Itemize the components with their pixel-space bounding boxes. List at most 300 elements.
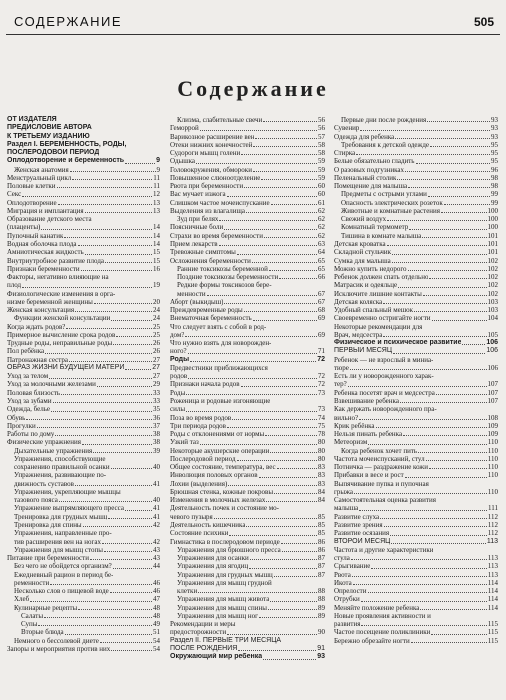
toc-entry-page: 85	[318, 521, 325, 529]
toc-entry-title: ОТ ИЗДАТЕЛЯ	[7, 116, 57, 123]
toc-entry-title: Женская анатомия	[14, 165, 69, 174]
toc-entry-title: Требования к детской одежде	[341, 140, 430, 149]
toc-entry	[170, 628, 325, 636]
toc-entry-title: Патронажная сестра	[7, 355, 68, 364]
toc-entry	[7, 273, 160, 281]
toc-entry	[334, 248, 498, 256]
toc-entry-title: грыжа	[334, 487, 354, 496]
toc-entry	[7, 339, 160, 347]
toc-entry-title: Послеродовой период	[170, 454, 236, 463]
toc-dot-leader	[423, 295, 487, 296]
toc-dot-leader	[397, 179, 490, 180]
toc-dot-leader	[85, 212, 152, 213]
toc-entry	[334, 199, 498, 207]
toc-entry-page: 101	[487, 231, 498, 240]
toc-dot-leader	[75, 311, 152, 312]
toc-entry	[7, 628, 160, 636]
toc-dot-leader	[26, 419, 152, 420]
toc-entry-page: 41	[153, 512, 160, 521]
toc-entry	[7, 471, 160, 479]
toc-entry	[170, 265, 325, 273]
toc-entry	[170, 207, 325, 215]
toc-entry	[334, 538, 498, 546]
toc-entry-title: К ТРЕТЬЕМУ ИЗДАНИЮ	[7, 132, 90, 140]
toc-entry-title: Дыхательные упражнения	[14, 446, 93, 455]
toc-dot-leader	[387, 220, 486, 221]
toc-entry	[334, 232, 498, 240]
toc-entry-title: Физиологические изменения в орга-	[7, 289, 116, 298]
toc-dot-leader	[111, 468, 152, 469]
toc-entry-page: 114	[487, 587, 498, 596]
toc-entry-title: предосторожности	[170, 628, 227, 637]
toc-entry-page: 98	[491, 182, 498, 191]
toc-entry	[334, 174, 498, 182]
toc-entry-title: тив расширения вен на ногах	[14, 537, 101, 546]
toc-entry-page: 38	[153, 438, 160, 447]
toc-entry	[334, 620, 498, 628]
toc-entry-page: 83	[318, 463, 325, 472]
toc-dot-leader	[75, 485, 152, 486]
toc-dot-leader	[57, 187, 153, 188]
toc-entry-title: Деятельность почек и состояние мо-	[170, 504, 279, 513]
toc-entry-page: 100	[487, 223, 498, 232]
toc-dot-leader	[444, 204, 490, 205]
toc-entry	[334, 595, 498, 603]
toc-entry	[170, 190, 325, 198]
toc-entry-page: 112	[487, 529, 498, 538]
toc-entry-page: 41	[153, 504, 160, 513]
page-number: 505	[473, 15, 494, 29]
toc-entry-title: Крик ребёнка	[334, 421, 375, 430]
toc-dot-leader	[116, 336, 152, 337]
toc-entry-title: Белые обязательно гладить	[334, 157, 415, 166]
toc-entry	[170, 480, 325, 488]
toc-entry-page: 60	[318, 190, 325, 199]
toc-dot-leader	[253, 171, 317, 172]
toc-entry-title: Рекомендации и меры	[170, 620, 236, 629]
toc-entry-page: 102	[487, 256, 498, 265]
toc-entry-page: 105	[487, 330, 498, 339]
toc-entry	[334, 273, 498, 281]
toc-entry	[170, 306, 325, 314]
toc-entry-title: ПРЕДИСЛОВИЕ АВТОРА	[7, 124, 92, 132]
toc-entry-title: Первые дни после рождения	[341, 116, 427, 124]
toc-entry-page: 89	[318, 603, 325, 612]
toc-entry-title: ПОСЛЕРОДОВОЙ ПЕРИОД	[7, 149, 100, 157]
toc-entry-title: Взвешивание ребенка	[334, 397, 399, 406]
toc-entry-title: Роженица и родовые изгоняющие	[170, 397, 271, 406]
toc-dot-leader	[58, 204, 152, 205]
toc-entry	[7, 438, 160, 446]
toc-entry	[7, 488, 160, 496]
toc-dot-leader	[81, 270, 152, 271]
toc-entry-title: Оплодотворение	[7, 198, 57, 207]
toc-dot-leader	[274, 493, 317, 494]
toc-entry	[170, 612, 325, 620]
toc-entry	[334, 207, 498, 215]
toc-entry-page: 95	[491, 140, 498, 149]
toc-dot-leader	[59, 501, 152, 502]
toc-entry	[334, 447, 498, 455]
toc-dot-leader	[265, 435, 317, 436]
toc-entry-title: Когда ребенок хочет пить	[341, 446, 418, 455]
toc-entry-page: 51	[153, 628, 160, 637]
toc-entry	[334, 562, 498, 570]
toc-entry	[334, 240, 498, 248]
toc-entry	[7, 157, 160, 165]
toc-dot-leader	[82, 444, 152, 445]
toc-entry	[334, 579, 498, 587]
toc-entry-title: Супы	[21, 620, 38, 629]
toc-entry	[334, 430, 498, 438]
toc-entry-page: 68	[318, 306, 325, 315]
toc-entry	[170, 405, 325, 413]
toc-entry	[170, 347, 325, 355]
toc-entry	[334, 323, 498, 331]
toc-entry	[334, 124, 498, 132]
toc-dot-leader	[274, 576, 317, 577]
toc-entry-page: 110	[487, 446, 498, 455]
toc-column-1	[7, 116, 160, 653]
toc-entry	[170, 604, 325, 612]
toc-dot-leader	[190, 361, 316, 362]
toc-entry	[334, 331, 498, 339]
toc-entry	[334, 414, 498, 422]
toc-entry-page: 60	[318, 182, 325, 191]
toc-dot-leader	[219, 220, 317, 221]
toc-entry-title: Упражнения для ягодиц	[177, 562, 249, 571]
toc-entry	[334, 612, 498, 620]
toc-dot-leader	[125, 163, 155, 164]
toc-entry	[170, 496, 325, 504]
toc-entry-title: Упражнения для брюшного пресса	[177, 545, 281, 554]
toc-dot-leader	[360, 130, 490, 131]
toc-dot-leader	[361, 625, 486, 626]
toc-entry-title: Окружающий мир ребенка	[170, 653, 263, 661]
toc-entry-page: 86	[318, 537, 325, 546]
toc-entry-title: Миграция и имплантация	[7, 206, 84, 215]
toc-dot-leader	[65, 634, 152, 635]
toc-entry	[334, 265, 498, 273]
toc-entry	[7, 232, 160, 240]
toc-entry	[170, 397, 325, 405]
toc-entry-page: 62	[318, 223, 325, 232]
toc-entry-page: 103	[487, 297, 498, 306]
toc-entry-page: 110	[487, 471, 498, 480]
toc-entry	[334, 554, 498, 562]
toc-entry-page: 46	[153, 578, 160, 587]
toc-entry	[334, 488, 498, 496]
toc-entry	[7, 397, 160, 405]
toc-dot-leader	[427, 121, 490, 122]
toc-entry	[7, 504, 160, 512]
toc-entry-title: Сувенир	[334, 124, 360, 133]
toc-entry	[170, 166, 325, 174]
toc-entry-page: 20	[153, 297, 160, 306]
toc-entry-title: Детская кроватка	[334, 239, 386, 248]
toc-entry-title: Водная оболочка плода	[7, 239, 77, 248]
toc-dot-leader	[359, 419, 486, 420]
toc-entry-page: 87	[318, 554, 325, 563]
toc-dot-leader	[105, 262, 152, 263]
toc-entry	[334, 149, 498, 157]
toc-entry-title: ременности	[14, 578, 50, 587]
toc-dot-leader	[227, 634, 317, 635]
toc-entry	[7, 141, 160, 149]
toc-entry	[7, 604, 160, 612]
toc-entry-title: Гимнастика в послеродовом периоде	[170, 537, 280, 546]
toc-entry	[7, 637, 160, 645]
toc-entry	[7, 554, 160, 562]
toc-entry-title: Икота	[334, 578, 352, 587]
toc-entry	[170, 438, 325, 446]
toc-entry	[170, 298, 325, 306]
toc-dot-leader	[110, 592, 152, 593]
toc-dot-leader	[93, 452, 152, 453]
toc-entry-page: 43	[153, 554, 160, 563]
toc-entry-page: 16	[153, 264, 160, 273]
toc-entry-page: 80	[318, 438, 325, 447]
toc-entry-title: Брюшная стенка, кожные покровы	[170, 487, 274, 496]
toc-entry	[170, 513, 325, 521]
toc-dot-leader	[268, 609, 317, 610]
toc-entry-title: Поясничные боли	[170, 223, 224, 232]
toc-dot-leader	[426, 460, 487, 461]
toc-entry-title: Уход за молочными железами	[7, 380, 96, 389]
toc-entry-title: Узкий таз	[170, 438, 199, 447]
toc-dot-leader	[113, 344, 152, 345]
toc-entry	[7, 124, 160, 132]
toc-entry-title: силы	[170, 405, 186, 414]
toc-entry	[7, 562, 160, 570]
toc-entry-title: Рвота	[334, 570, 351, 579]
toc-entry	[170, 620, 325, 628]
toc-dot-leader	[228, 485, 317, 486]
toc-entry-title: Детская коляска	[334, 297, 383, 306]
toc-entry-page: 115	[487, 620, 498, 629]
toc-dot-leader	[227, 196, 317, 197]
toc-entry-title: Зуд при белях	[177, 215, 219, 224]
toc-entry-title: Упражнения, укрепляющие мышцы	[14, 487, 121, 496]
toc-entry-page: 80	[318, 454, 325, 463]
toc-entry-title: Поздние токсикозы беременности	[177, 273, 279, 282]
toc-entry-page: 83	[318, 479, 325, 488]
toc-entry-title: Женская консультация	[7, 306, 75, 315]
toc-entry	[334, 463, 498, 471]
toc-entry-page: 56	[318, 116, 325, 124]
toc-dot-leader	[359, 510, 487, 511]
toc-entry	[7, 620, 160, 628]
toc-entry-page: 40	[153, 496, 160, 505]
toc-dot-leader	[393, 353, 485, 354]
toc-entry	[170, 133, 325, 141]
toc-dot-leader	[252, 262, 317, 263]
toc-entry	[334, 116, 498, 124]
toc-entry-title: Выделения из влагалища	[170, 206, 245, 215]
toc-dot-leader	[253, 146, 317, 147]
running-header-section: СОДЕРЖАНИЕ	[14, 14, 123, 29]
toc-entry-title: Бережно обрезайте ногти	[334, 636, 410, 645]
toc-entry	[170, 645, 325, 653]
toc-entry-page: 69	[318, 314, 325, 323]
toc-entry-page: 12	[153, 190, 160, 199]
toc-dot-leader	[70, 171, 156, 172]
toc-entry	[7, 447, 160, 455]
toc-entry-title: Ребенок должен спать отдельно	[334, 273, 429, 282]
toc-dot-leader	[371, 568, 486, 569]
toc-entry-title: сохранению правильной осанки	[14, 463, 110, 472]
toc-entry-title: Признаки начала родов	[170, 380, 240, 389]
toc-entry-title: Самостоятельная оценка развития	[334, 496, 436, 505]
toc-entry-title: Половые клетки	[7, 182, 56, 191]
toc-entry	[170, 447, 325, 455]
toc-dot-leader	[264, 237, 317, 238]
toc-entry-page: 102	[487, 273, 498, 282]
toc-entry-title: Запоры и мероприятия против них	[7, 645, 111, 653]
toc-entry-title: Поза во время родов	[170, 413, 232, 422]
toc-dot-leader	[261, 179, 317, 180]
toc-entry	[170, 471, 325, 479]
toc-entry	[7, 480, 160, 488]
toc-entry	[334, 471, 498, 479]
toc-dot-leader	[200, 444, 317, 445]
toc-entry-page: 40	[153, 463, 160, 472]
toc-entry	[7, 538, 160, 546]
toc-dot-leader	[350, 369, 487, 370]
toc-dot-leader	[259, 617, 317, 618]
toc-entry-page: 69	[318, 330, 325, 339]
toc-dot-leader	[403, 435, 486, 436]
toc-entry-title: Половая близость	[7, 388, 61, 397]
toc-entry	[170, 554, 325, 562]
toc-dot-leader	[45, 353, 152, 354]
toc-entry	[7, 298, 160, 306]
toc-dot-leader	[200, 130, 317, 131]
toc-entry-page: 37	[153, 421, 160, 430]
toc-dot-leader	[462, 344, 485, 345]
toc-entry-page: 102	[487, 281, 498, 290]
toc-entry	[7, 116, 160, 124]
toc-entry-title: Прибавки в весе и рост	[334, 471, 404, 480]
toc-dot-leader	[436, 394, 487, 395]
toc-entry-title: Внутриутробное развитие плода	[7, 256, 104, 265]
toc-entry	[7, 240, 160, 248]
toc-entry-title: (плаценты)	[7, 223, 41, 232]
toc-entry-page: 75	[318, 421, 325, 430]
toc-entry-title: Некоторые рекомендации для	[334, 322, 423, 331]
toc-entry	[7, 182, 160, 190]
toc-entry	[170, 488, 325, 496]
toc-dot-leader	[72, 179, 152, 180]
toc-entry-title: Рвота при беременности	[170, 182, 244, 191]
toc-dot-leader	[198, 592, 317, 593]
toc-entry	[334, 133, 498, 141]
toc-entry-title: стула	[334, 554, 350, 563]
toc-entry-page: 85	[318, 512, 325, 521]
toc-entry-page: 84	[318, 496, 325, 505]
toc-entry-page: 104	[487, 314, 498, 323]
toc-entry	[334, 529, 498, 537]
toc-entry	[334, 637, 498, 645]
toc-entry-title: Раздел I. БЕРЕМЕННОСТЬ, РОДЫ,	[7, 140, 127, 148]
toc-entry-page: 27	[153, 355, 160, 364]
toc-dot-leader	[441, 212, 486, 213]
toc-entry-page: 15	[153, 248, 160, 257]
toc-entry-page: 71	[318, 347, 325, 356]
toc-entry-page: 65	[318, 256, 325, 265]
toc-dot-leader	[237, 460, 317, 461]
toc-entry-page: 100	[487, 206, 498, 215]
toc-dot-leader	[353, 584, 487, 585]
toc-entry	[7, 364, 160, 372]
toc-entry	[7, 389, 160, 397]
toc-dot-leader	[111, 320, 152, 321]
toc-entry-title: Без чего не обойдется организм?	[14, 562, 112, 571]
toc-dot-leader	[49, 378, 152, 379]
toc-entry-title: ВТОРОЙ МЕСЯЦ	[334, 537, 391, 545]
toc-entry-title: Пеленальный столик	[334, 173, 397, 182]
toc-entry	[170, 595, 325, 603]
toc-entry-title: Роды с отклонениями от нормы	[170, 430, 265, 439]
toc-entry	[334, 546, 498, 554]
toc-entry	[170, 571, 325, 579]
toc-entry-page: 39	[153, 446, 160, 455]
toc-entry-title: ПЕРВЫЙ МЕСЯЦ	[334, 347, 392, 355]
toc-entry-title: Когда ждать родов?	[7, 322, 66, 331]
toc-entry-title: Пол ребёнка	[7, 347, 45, 356]
toc-dot-leader	[250, 559, 317, 560]
toc-dot-leader	[227, 427, 317, 428]
toc-entry	[334, 480, 498, 488]
toc-entry-title: Редкие формы токсикозов бере-	[177, 281, 272, 290]
toc-entry	[334, 438, 498, 446]
toc-entry-page: 107	[487, 388, 498, 397]
toc-dot-leader	[432, 320, 487, 321]
toc-entry	[170, 314, 325, 322]
toc-entry-title: Прием лекарств	[170, 239, 218, 248]
toc-entry-title: Упражнения, развивающие по-	[14, 471, 107, 480]
toc-dot-leader	[113, 568, 152, 569]
toc-entry	[334, 513, 498, 521]
toc-dot-leader	[249, 568, 317, 569]
toc-entry	[7, 207, 160, 215]
toc-dot-leader	[376, 427, 487, 428]
toc-entry	[7, 281, 160, 289]
toc-entry-title: Стирка	[334, 149, 356, 158]
toc-entry-title: Матрасик и одеяльце	[334, 281, 398, 290]
toc-entry	[170, 422, 325, 430]
toc-entry-page: 62	[318, 231, 325, 240]
toc-dot-leader	[368, 592, 487, 593]
toc-entry	[334, 372, 498, 380]
toc-dot-leader	[111, 650, 152, 651]
toc-dot-leader	[214, 518, 317, 519]
toc-dot-leader	[78, 609, 152, 610]
toc-dot-leader	[97, 386, 152, 387]
toc-entry-title: Три периода родов	[170, 421, 226, 430]
toc-entry-page: 110	[487, 463, 498, 472]
toc-dot-leader	[94, 303, 152, 304]
toc-entry-title: Помещение для малыша	[334, 182, 408, 191]
toc-dot-leader	[263, 659, 316, 660]
toc-entry-title: Исключите лишние контакты	[334, 289, 422, 298]
toc-entry-title: Упражнения, направленные про-	[14, 529, 112, 538]
toc-entry-page: 111	[488, 504, 498, 513]
toc-dot-leader	[405, 171, 490, 172]
toc-entry-title: Складной стульчик	[334, 248, 392, 257]
toc-entry	[334, 141, 498, 149]
toc-entry	[334, 281, 498, 289]
